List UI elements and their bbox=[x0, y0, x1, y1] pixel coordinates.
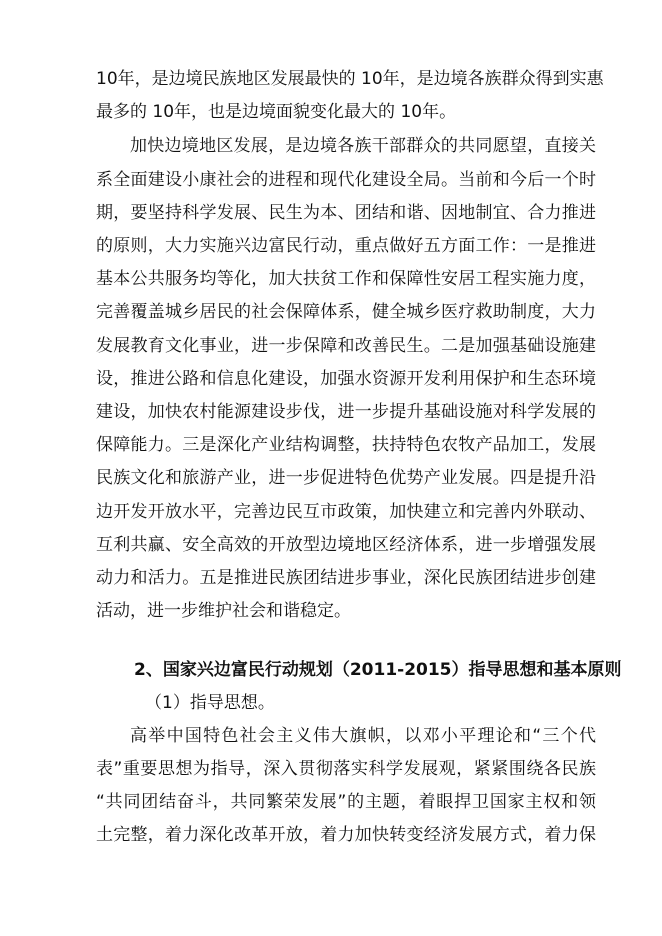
paragraph-3-line-3: “共同团结奋斗，共同繁荣发展”的主题，着眼捍卫国家主权和领 bbox=[96, 792, 596, 812]
subheading: （1）指导思想。 bbox=[145, 693, 275, 713]
paragraph-3-line-1: 高举中国特色社会主义伟大旗帜，以邓小平理论和“三个代 bbox=[130, 726, 596, 746]
paragraph-2-line-1: 加快边境地区发展，是边境各族干部群众的共同愿望，直接关 bbox=[130, 136, 596, 156]
paragraph-1-line-2: 最多的 10年，也是边境面貌变化最大的 10年。 bbox=[96, 102, 457, 122]
paragraph-3-line-2: 表”重要思想为指导，深入贯彻落实科学发展观，紧紧围绕各民族 bbox=[96, 759, 596, 779]
paragraph-2-line-15: 活动，进一步维护社会和谐稳定。 bbox=[96, 601, 351, 621]
paragraph-3-line-4: 土完整，着力深化改革开放，着力加快转变经济发展方式，着力保 bbox=[96, 825, 596, 845]
paragraph-2-line-9: 建设，加快农村能源建设步伐，进一步提升基础设施对科学发展的 bbox=[96, 402, 596, 422]
paragraph-2-line-6: 完善覆盖城乡居民的社会保障体系，健全城乡医疗救助制度，大力 bbox=[96, 302, 596, 322]
paragraph-2-line-14: 动力和活力。五是推进民族团结进步事业，深化民族团结进步创建 bbox=[96, 568, 596, 588]
paragraph-2-line-3: 期，要坚持科学发展、民生为本、团结和谐、因地制宜、合力推进 bbox=[96, 203, 596, 223]
paragraph-2-line-7: 发展教育文化事业，进一步保障和改善民生。二是加强基础设施建 bbox=[96, 336, 596, 356]
paragraph-2-line-10: 保障能力。三是深化产业结构调整，扶持特色农牧产品加工，发展 bbox=[96, 435, 596, 455]
paragraph-2-line-12: 边开发开放水平，完善边民互市政策，加快建立和完善内外联动、 bbox=[96, 502, 596, 522]
section-heading: 2、国家兴边富民行动规划（2011-2015）指导思想和基本原则 bbox=[134, 660, 622, 680]
paragraph-2-line-8: 设，推进公路和信息化建设，加强水资源开发利用保护和生态环境 bbox=[96, 369, 596, 389]
paragraph-1-line-1: 10年，是边境民族地区发展最快的 10年，是边境各族群众得到实惠 bbox=[96, 69, 604, 89]
paragraph-2-line-11: 民族文化和旅游产业，进一步促进特色优势产业发展。四是提升沿 bbox=[96, 468, 596, 488]
paragraph-2-line-2: 系全面建设小康社会的进程和现代化建设全局。当前和今后一个时 bbox=[96, 170, 596, 190]
paragraph-2-line-13: 互利共赢、安全高效的开放型边境地区经济体系，进一步增强发展 bbox=[96, 535, 596, 555]
paragraph-2-line-4: 的原则，大力实施兴边富民行动，重点做好五方面工作：一是推进 bbox=[96, 236, 596, 256]
paragraph-2-line-5: 基本公共服务均等化，加大扶贫工作和保障性安居工程实施力度， bbox=[96, 269, 596, 289]
